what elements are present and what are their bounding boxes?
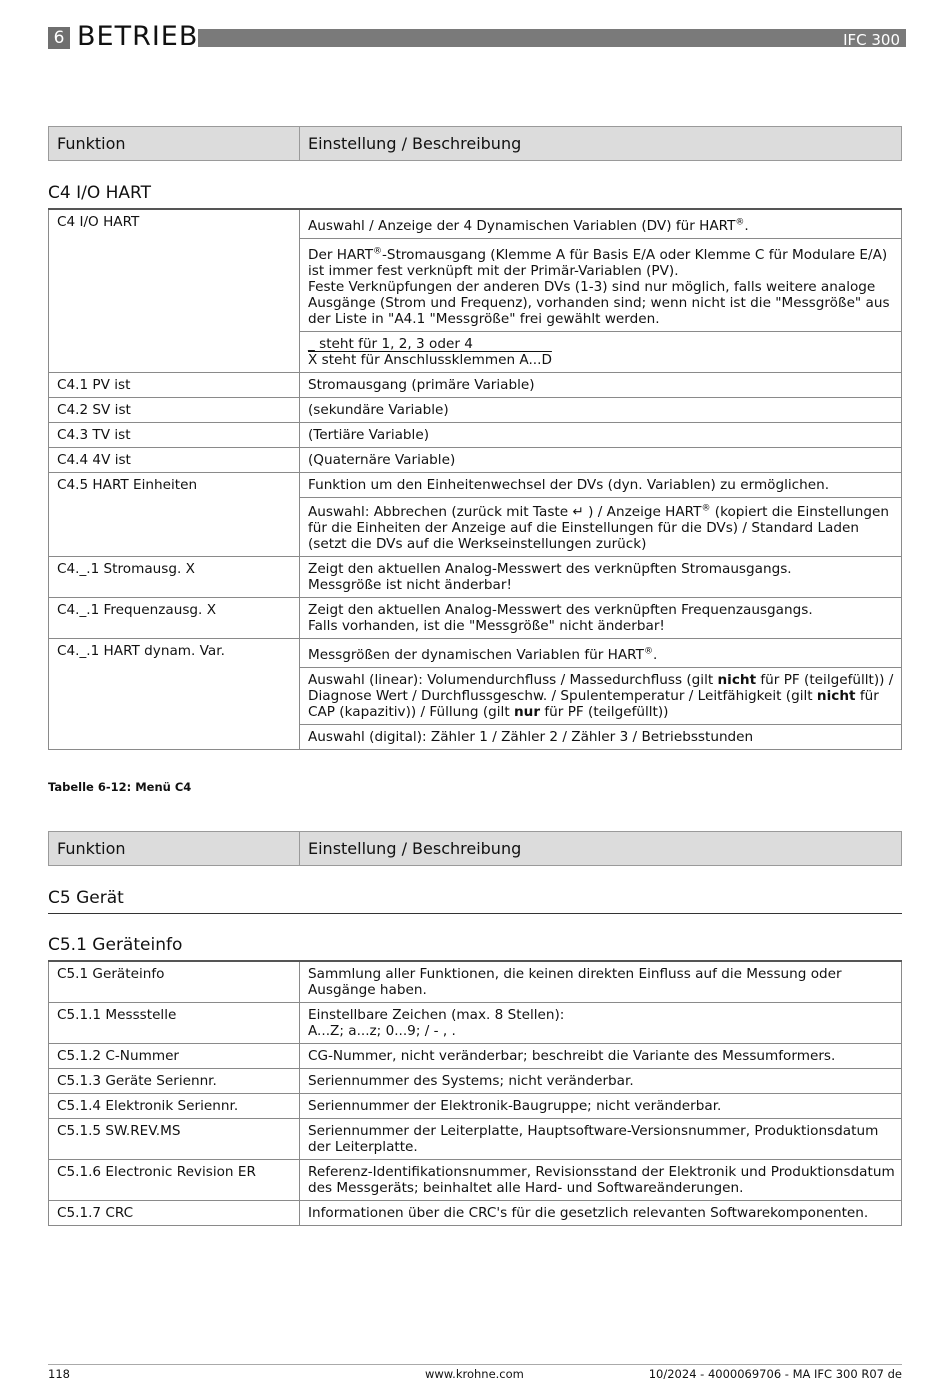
page-header: [48, 21, 906, 52]
column-divider: [299, 832, 300, 865]
col-header-description: Einstellung / Beschreibung: [308, 839, 522, 858]
table-row: [49, 639, 902, 668]
function-cell: C4._.1 HART dynam. Var.: [49, 639, 300, 750]
description-cell: Einstellbare Zeichen (max. 8 Stellen): A...Z; a...z; 0...9; / - , .: [300, 1003, 902, 1044]
table-row: [49, 423, 902, 448]
function-cell: C4.1 PV ist: [49, 373, 300, 398]
table-row: [49, 557, 902, 598]
table-header: [48, 126, 902, 161]
function-cell: C4 I/O HART: [49, 209, 300, 373]
function-cell: C4._.1 Frequenzausg. X: [49, 598, 300, 639]
description-cell: Seriennummer des Systems; nicht veränderbar.: [300, 1069, 902, 1094]
description-cell: Auswahl (digital): Zähler 1 / Zähler 2 / Zähler 3 / Betriebsstunden: [300, 725, 902, 750]
function-cell: C5.1.3 Geräte Seriennr.: [49, 1069, 300, 1094]
description-cell: (Tertiäre Variable): [300, 423, 902, 448]
function-cell: C4.5 HART Einheiten: [49, 473, 300, 557]
table-row: [49, 1119, 902, 1160]
table-row: [49, 398, 902, 423]
description-cell: Sammlung aller Funktionen, die keinen direkten Einfluss auf die Messung oder Ausgänge haben.: [300, 961, 902, 1003]
description-cell: (Quaternäre Variable): [300, 448, 902, 473]
footer-url: www.krohne.com: [425, 1367, 524, 1381]
description-cell: CG-Nummer, nicht veränderbar; beschreibt die Variante des Messumformers.: [300, 1044, 902, 1069]
header-bar: [198, 29, 906, 47]
description-cell: Zeigt den aktuellen Analog-Messwert des verknüpften Frequenzausgangs. Falls vorhanden, ist die "Messgröße" nicht änderbar!: [300, 598, 902, 639]
table-row: [49, 1201, 902, 1226]
chapter-number: 6: [48, 27, 70, 49]
function-cell: C5.1.4 Elektronik Seriennr.: [49, 1094, 300, 1119]
table-c5: [48, 960, 902, 1226]
table-row: [49, 209, 902, 239]
function-cell: C5.1.2 C-Nummer: [49, 1044, 300, 1069]
function-cell: C4.4 4V ist: [49, 448, 300, 473]
section-title-c5: C5 Gerät: [48, 888, 124, 908]
function-cell: C4.2 SV ist: [49, 398, 300, 423]
page-number: 118: [48, 1367, 70, 1381]
description-cell: Auswahl / Anzeige der 4 Dynamischen Variablen (DV) für HART®.: [300, 209, 902, 239]
col-header-function: Funktion: [57, 839, 126, 858]
section-rule: [48, 913, 902, 914]
table-row: [49, 1044, 902, 1069]
description-cell: Seriennummer der Leiterplatte, Hauptsoftware-Versionsnummer, Produktionsdatum der Leiterplatte.: [300, 1119, 902, 1160]
function-cell: C5.1 Geräteinfo: [49, 961, 300, 1003]
section-title-c4: C4 I/O HART: [48, 183, 151, 203]
description-cell: (sekundäre Variable): [300, 398, 902, 423]
description-cell: Informationen über die CRC's für die gesetzlich relevanten Softwarekomponenten.: [300, 1201, 902, 1226]
subsection-title-c5-1: C5.1 Geräteinfo: [48, 935, 183, 955]
description-cell: Funktion um den Einheitenwechsel der DVs (dyn. Variablen) zu ermöglichen.: [300, 473, 902, 498]
table-row: [49, 473, 902, 498]
function-cell: C4._.1 Stromausg. X: [49, 557, 300, 598]
table-row: [49, 1094, 902, 1119]
description-cell: Der HART®-Stromausgang (Klemme A für Basis E/A oder Klemme C für Modulare E/A) ist immer fest verknüpft mit der Primär-Variablen (PV). Feste Verknüpfungen der anderen DVs (1-3) sind nur möglich, falls weitere analoge Ausgänge (Strom und Frequenz), vorhanden sind; wenn nicht ist die "Messgröße" aus der Liste in "A4.1 "Messgröße" frei gewählt werden.: [300, 239, 902, 332]
col-header-function: Funktion: [57, 134, 126, 153]
function-cell: C4.3 TV ist: [49, 423, 300, 448]
description-cell: Seriennummer der Elektronik-Baugruppe; nicht veränderbar.: [300, 1094, 902, 1119]
description-cell: Stromausgang (primäre Variable): [300, 373, 902, 398]
table-row: [49, 1003, 902, 1044]
function-cell: C5.1.5 SW.REV.MS: [49, 1119, 300, 1160]
description-cell: Referenz-Identifikationsnummer, Revisionsstand der Elektronik und Produktionsdatum des Messgeräts; beinhaltet alle Hard- und Softwareänderungen.: [300, 1160, 902, 1201]
function-cell: C5.1.1 Messstelle: [49, 1003, 300, 1044]
footer-rule: [48, 1364, 902, 1365]
function-cell: C5.1.6 Electronic Revision ER: [49, 1160, 300, 1201]
description-cell: Auswahl: Abbrechen (zurück mit Taste ↵ ) / Anzeige HART® (kopiert die Einstellungen für die Einheiten der Anzeige auf die Einstellungen für die DVs) / Standard Laden (setzt die DVs auf die Werkseinstellungen zurück): [300, 498, 902, 557]
description-cell: Messgrößen der dynamischen Variablen für HART®.: [300, 639, 902, 668]
table-c4: [48, 208, 902, 750]
table-caption: Tabelle 6-12: Menü C4: [48, 780, 192, 794]
table-row: [49, 1160, 902, 1201]
col-header-description: Einstellung / Beschreibung: [308, 134, 522, 153]
table-row: [49, 598, 902, 639]
footer-doc-id: 10/2024 - 4000069706 - MA IFC 300 R07 de: [648, 1367, 902, 1381]
table-row: [49, 961, 902, 1003]
column-divider: [299, 127, 300, 160]
chapter-title: BETRIEB: [77, 21, 199, 52]
table-row: [49, 1069, 902, 1094]
description-cell: Auswahl (linear): Volumendurchfluss / Massedurchfluss (gilt nicht für PF (teilgefüllt)) / Diagnose Wert / Durchflussgeschw. / Spulentemperatur / Leitfähigkeit (gilt nicht für CAP (kapazitiv)) / Füllung (gilt nur für PF (teilgefüllt)): [300, 668, 902, 725]
description-cell: _ steht für 1, 2, 3 oder 4 X steht für Anschlussklemmen A...D: [300, 332, 902, 373]
table-row: [49, 448, 902, 473]
function-cell: C5.1.7 CRC: [49, 1201, 300, 1226]
table-row: [49, 373, 902, 398]
description-cell: Zeigt den aktuellen Analog-Messwert des verknüpften Stromausgangs. Messgröße ist nicht änderbar!: [300, 557, 902, 598]
product-name: IFC 300: [843, 31, 900, 49]
table-header: [48, 831, 902, 866]
